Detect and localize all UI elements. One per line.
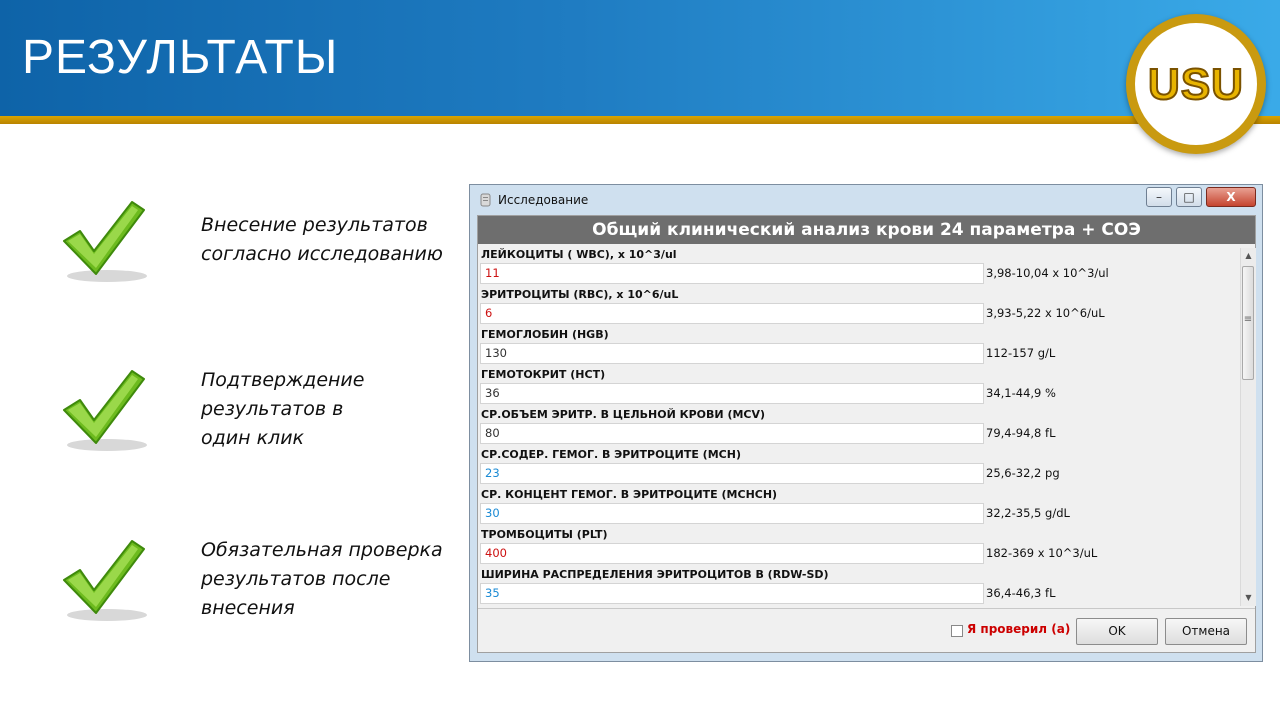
parameter-value-input[interactable]: 130: [480, 343, 984, 364]
parameter-row: [478, 286, 1238, 326]
parameter-label: СР.СОДЕР. ГЕМОГ. В ЭРИТРОЦИТЕ (MCH): [481, 448, 741, 461]
parameter-label: ШИРИНА РАСПРЕДЕЛЕНИЯ ЭРИТРОЦИТОВ В (RDW-SD): [481, 568, 829, 581]
bullet-text-1: Внесение результатов согласно исследованию: [201, 214, 443, 265]
close-button[interactable]: [1206, 187, 1256, 207]
bullet-text-3: Обязательная проверка результатов после внесения: [201, 539, 443, 619]
scroll-down-icon[interactable]: ▼: [1245, 593, 1252, 602]
parameter-row: [478, 246, 1238, 286]
parameter-row: [478, 566, 1238, 606]
cancel-button[interactable]: Отмена: [1165, 618, 1247, 645]
app-icon: [479, 193, 492, 207]
research-window: [469, 184, 1263, 662]
verified-checkbox-label[interactable]: Я проверил (а): [967, 622, 1071, 636]
parameter-row: [478, 526, 1238, 566]
checkmark-icon: [52, 365, 152, 455]
window-title: Исследование: [498, 193, 589, 207]
parameter-list: [478, 246, 1238, 606]
maximize-button[interactable]: [1176, 187, 1202, 207]
ok-button[interactable]: OK: [1076, 618, 1158, 645]
parameter-label: ТРОМБОЦИТЫ (PLT): [481, 528, 608, 541]
form-header: Общий клинический анализ крови 24 параметра + СОЭ: [478, 216, 1255, 244]
parameter-label: ЛЕЙКОЦИТЫ ( WBC), x 10^3/ul: [481, 248, 677, 261]
parameter-label: ЭРИТРОЦИТЫ (RBC), x 10^6/uL: [481, 288, 679, 301]
parameter-row: [478, 326, 1238, 366]
parameter-label: ГЕМОГЛОБИН (HGB): [481, 328, 609, 341]
slide-title: РЕЗУЛЬТАТЫ: [22, 31, 339, 84]
logo-text: USU: [1148, 60, 1244, 109]
checkmark-icon: [52, 535, 152, 625]
parameter-row: [478, 366, 1238, 406]
parameter-label: СР. КОНЦЕНТ ГЕМОГ. В ЭРИТРОЦИТЕ (MCHCH): [481, 488, 778, 501]
parameter-label: ГЕМОТОКРИТ (HCT): [481, 368, 606, 381]
checkmark-icon: [52, 196, 152, 286]
parameter-value-input[interactable]: 36: [480, 383, 984, 404]
maximize-icon: □: [1183, 190, 1195, 204]
usu-logo: [1126, 14, 1266, 154]
parameter-row: [478, 446, 1238, 486]
reference-range: 36,4-46,3 fL: [986, 586, 1056, 600]
minimize-icon: –: [1156, 190, 1162, 204]
header-gold-stripe: [0, 116, 1280, 124]
parameter-value-input[interactable]: 23: [480, 463, 984, 484]
parameter-value-input[interactable]: 35: [480, 583, 984, 604]
parameter-value-input[interactable]: 80: [480, 423, 984, 444]
reference-range: 3,93-5,22 x 10^6/uL: [986, 306, 1105, 320]
logo-inner-circle: [1135, 23, 1257, 145]
parameter-value-input[interactable]: 400: [480, 543, 984, 564]
scroll-grip-icon: ≡: [1243, 314, 1253, 325]
window-client-area: [477, 215, 1256, 653]
parameter-value-input[interactable]: 6: [480, 303, 984, 324]
reference-range: 112-157 g/L: [986, 346, 1056, 360]
reference-range: 79,4-94,8 fL: [986, 426, 1056, 440]
reference-range: 34,1-44,9 %: [986, 386, 1056, 400]
verified-checkbox[interactable]: [951, 625, 963, 637]
reference-range: 182-369 x 10^3/uL: [986, 546, 1098, 560]
parameter-value-input[interactable]: 30: [480, 503, 984, 524]
close-icon: X: [1226, 190, 1236, 204]
reference-range: 3,98-10,04 x 10^3/ul: [986, 266, 1109, 280]
parameter-value-input[interactable]: 11: [480, 263, 984, 284]
minimize-button[interactable]: [1146, 187, 1172, 207]
parameter-row: [478, 486, 1238, 526]
bullet-text-2: Подтверждение результатов в один клик: [201, 369, 365, 449]
scroll-thumb[interactable]: [1242, 266, 1254, 380]
footer-divider: [478, 608, 1255, 609]
reference-range: 32,2-35,5 g/dL: [986, 506, 1070, 520]
parameter-row: [478, 406, 1238, 446]
parameter-label: СР.ОБЪЕМ ЭРИТР. В ЦЕЛЬНОЙ КРОВИ (MCV): [481, 408, 766, 421]
scroll-up-icon[interactable]: ▲: [1245, 251, 1252, 260]
reference-range: 25,6-32,2 pg: [986, 466, 1060, 480]
vertical-scrollbar[interactable]: [1240, 248, 1256, 606]
